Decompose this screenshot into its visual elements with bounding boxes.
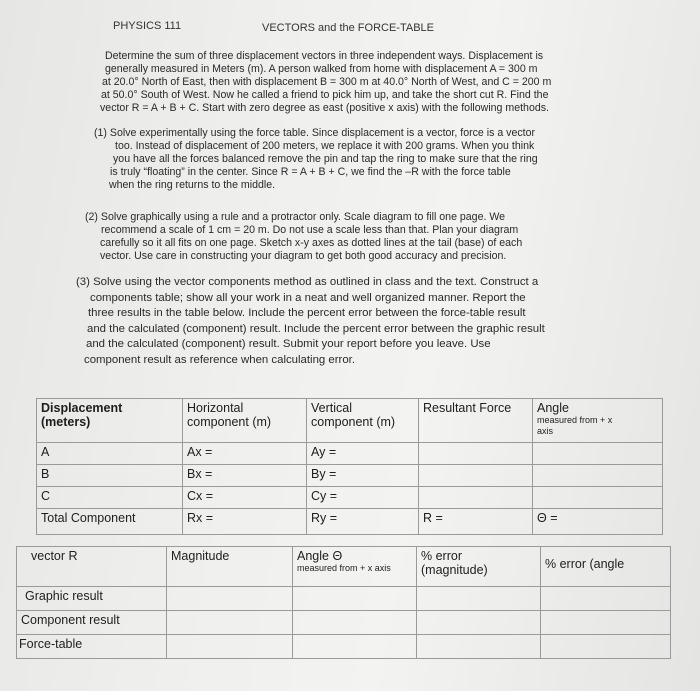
method-line: vector. Use care in constructing your diagram to get both good accuracy and precision.: [100, 250, 507, 262]
intro-paragraph: [100, 50, 552, 115]
header-horizontal: Horizontal component (m): [183, 399, 307, 443]
table-header-row: [17, 547, 671, 587]
resultant-cell[interactable]: [419, 465, 533, 487]
row-label: B: [37, 465, 183, 487]
header-error-angle: % error (angle: [541, 547, 671, 587]
row-label: A: [37, 443, 183, 465]
table-row: [17, 611, 671, 635]
intro-line: at 50.0° South of West. Now he called a friend to pick him up, and take the short cut R. Find the: [101, 89, 549, 101]
intro-line: vector R = A + B + C. Start with zero degree as east (positive x axis) with the following methods.: [100, 102, 549, 114]
row-label: Component result: [17, 611, 167, 635]
resultant-cell[interactable]: [419, 487, 533, 509]
magnitude-cell[interactable]: [167, 611, 293, 635]
by-cell[interactable]: By =: [307, 465, 419, 487]
error-angle-cell[interactable]: [541, 587, 671, 611]
table-row: [37, 443, 663, 465]
error-angle-cell[interactable]: [541, 611, 671, 635]
r-cell[interactable]: R =: [419, 509, 533, 535]
method-line: component result as reference when calculating error.: [84, 353, 355, 366]
table-row: [17, 587, 671, 611]
method-1: [94, 127, 538, 192]
header-displacement: Displacement (meters): [37, 399, 183, 443]
error-magnitude-cell[interactable]: [417, 587, 541, 611]
intro-line: at 20.0° North of East, then with displacement B = 300 m at 40.0° North of West, and C = 200 m: [102, 76, 552, 88]
method-line: and the calculated (component) result. Submit your report before you leave. Use: [86, 338, 491, 350]
header-angle: Angle measured from + x axis: [533, 399, 663, 443]
angle-cell[interactable]: [533, 465, 663, 487]
results-table: [16, 546, 671, 659]
row-label: Total Component: [37, 509, 183, 535]
header-vector: vector R: [17, 547, 167, 587]
header-vertical: Vertical component (m): [307, 399, 419, 443]
table-row: [37, 465, 663, 487]
rx-cell[interactable]: Rx =: [183, 509, 307, 535]
table-row: [37, 509, 663, 535]
table-row: [37, 487, 663, 509]
method-line: components table; show all your work in a neat and well organized manner. Report the: [90, 291, 526, 304]
table-header-row: [37, 399, 663, 443]
method-2: [85, 211, 522, 263]
angle-cell[interactable]: [533, 487, 663, 509]
row-label: C: [37, 487, 183, 509]
row-label: Graphic result: [17, 587, 167, 611]
header-angle: Angle Θ measured from + x axis: [293, 547, 417, 587]
header-resultant: Resultant Force: [419, 399, 533, 443]
bx-cell[interactable]: Bx =: [183, 465, 307, 487]
method-line: and the calculated (component) result. Include the percent error between the graphic result: [87, 322, 545, 335]
page-title: VECTORS and the FORCE-TABLE: [262, 22, 434, 34]
method-line: recommend a scale of 1 cm = 20 m. Do not use a scale less than that. Plan your diagram: [101, 224, 519, 236]
error-magnitude-cell[interactable]: [417, 611, 541, 635]
intro-line: Determine the sum of three displacement vectors in three independent ways. Displacement is: [105, 50, 544, 62]
theta-cell[interactable]: Θ =: [533, 509, 663, 535]
method-line: is truly “floating” in the center. Since R = A + B + C, we find the –R with the force table: [110, 166, 511, 178]
header-magnitude: Magnitude: [167, 547, 293, 587]
method-line: (2) Solve graphically using a rule and a protractor only. Scale diagram to fill one page. We: [85, 211, 506, 223]
error-magnitude-cell[interactable]: [417, 635, 541, 659]
cy-cell[interactable]: Cy =: [307, 487, 419, 509]
row-label: Force-table: [17, 635, 167, 659]
angle-cell[interactable]: [293, 635, 417, 659]
magnitude-cell[interactable]: [167, 587, 293, 611]
method-line: carefully so it all fits on one page. Sketch x-y axes as dotted lines at the tail (base) of each: [100, 237, 523, 249]
angle-cell[interactable]: [293, 611, 417, 635]
method-3: [76, 275, 545, 368]
method-line: (3) Solve using the vector components method as outlined in class and the text. Construct a: [76, 276, 539, 288]
intro-line: generally measured in Meters (m). A person walked from home with displacement A = 300 m: [105, 63, 538, 75]
course-label: PHYSICS 111: [113, 20, 182, 32]
magnitude-cell[interactable]: [167, 635, 293, 659]
components-table: [36, 398, 663, 535]
resultant-cell[interactable]: [419, 443, 533, 465]
angle-cell[interactable]: [533, 443, 663, 465]
method-line: you have all the forces balanced remove the pin and tap the ring to make sure that the ring: [113, 153, 538, 165]
method-line: when the ring returns to the middle.: [109, 179, 276, 191]
ay-cell[interactable]: Ay =: [307, 443, 419, 465]
angle-cell[interactable]: [293, 587, 417, 611]
header-error-magnitude: % error (magnitude): [417, 547, 541, 587]
method-line: too. Instead of displacement of 200 meters, we replace it with 200 grams. When you think: [115, 140, 535, 152]
error-angle-cell[interactable]: [541, 635, 671, 659]
method-line: three results in the table below. Include the percent error between the force-table result: [88, 307, 526, 319]
ry-cell[interactable]: Ry =: [307, 509, 419, 535]
cx-cell[interactable]: Cx =: [183, 487, 307, 509]
ax-cell[interactable]: Ax =: [183, 443, 307, 465]
method-line: (1) Solve experimentally using the force table. Since displacement is a vector, force is a vector: [94, 127, 536, 139]
table-row: [17, 635, 671, 659]
